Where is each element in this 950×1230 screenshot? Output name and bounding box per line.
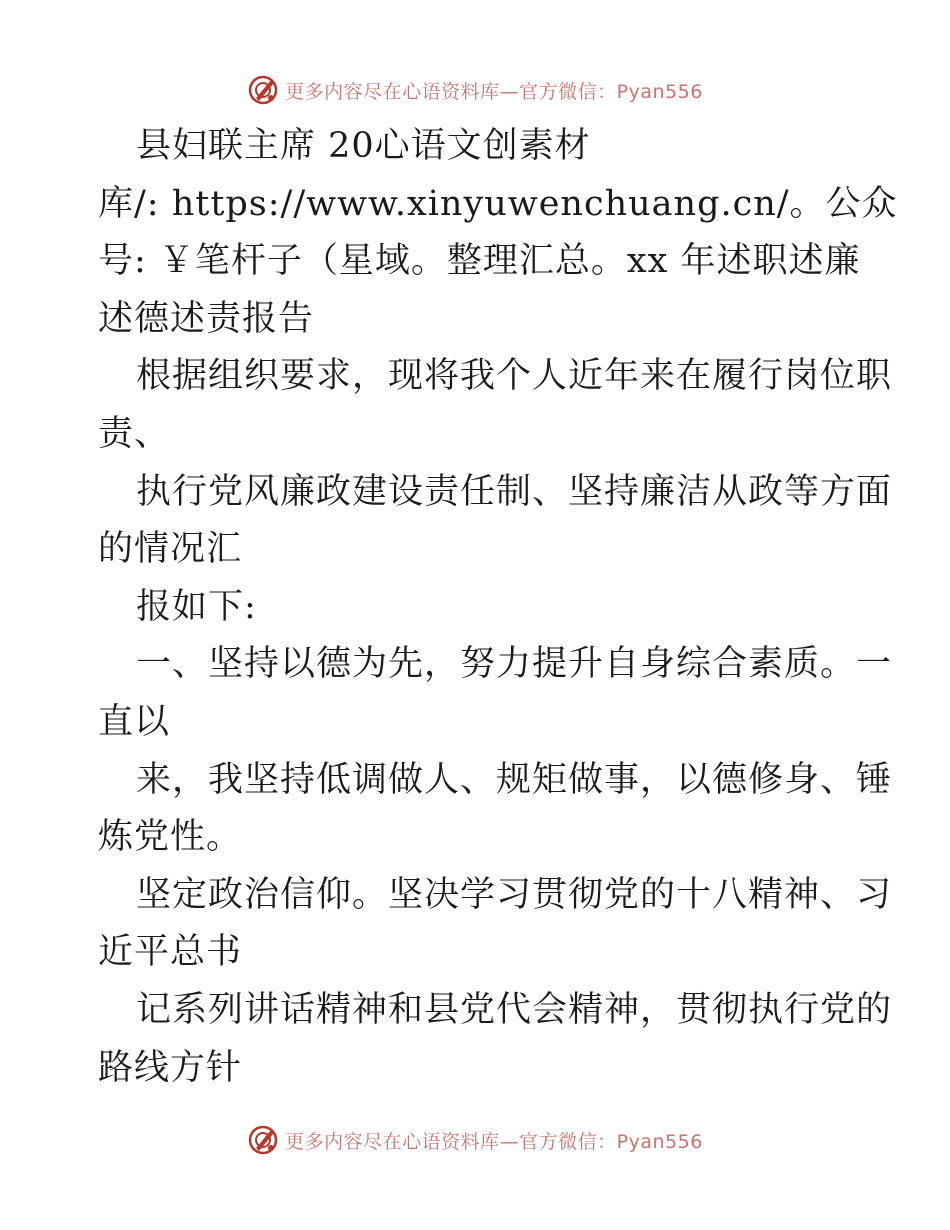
doc-line: 直以 (98, 701, 171, 742)
footer-banner-text: 更多内容尽在心语资料库—官方微信：Pyan556 (285, 1130, 703, 1153)
document-body (98, 118, 898, 1097)
brand-logo-icon (247, 74, 279, 106)
doc-line: 炼党性。 (98, 817, 243, 858)
doc-line: 库/: https://www.xinyuwenchuang.cn/。公众 (98, 183, 898, 224)
doc-line: 号: ￥笔杆子（星域。整理汇总。xx 年述职述廉 (98, 241, 861, 282)
doc-line: 来，我坚持低调做人、规矩做事，以德修身、锤 (136, 759, 893, 800)
doc-line: 责、 (98, 413, 171, 454)
doc-line: 报如下: (136, 586, 257, 627)
doc-line: 坚定政治信仰。坚决学习贯彻党的十八精神、习 (136, 874, 893, 915)
doc-line: 路线方针 (98, 1047, 243, 1088)
footer-banner (0, 1120, 950, 1160)
doc-line: 一、坚持以德为先，努力提升自身综合素质。一 (136, 644, 893, 685)
doc-line: 近平总书 (98, 932, 243, 973)
header-banner (0, 70, 950, 110)
doc-line: 执行党风廉政建设责任制、坚持廉洁从政等方面 (136, 471, 893, 512)
doc-line: 记系列讲话精神和县党代会精神，贯彻执行党的 (136, 989, 893, 1030)
header-banner-text: 更多内容尽在心语资料库—官方微信：Pyan556 (285, 80, 703, 103)
doc-line: 县妇联主席 20心语文创素材 (136, 126, 591, 166)
doc-line: 述德述责报告 (98, 298, 315, 339)
doc-line: 根据组织要求，现将我个人近年来在履行岗位职 (136, 356, 893, 397)
brand-logo-icon (247, 1124, 279, 1156)
doc-line: 的情况汇 (98, 529, 243, 570)
